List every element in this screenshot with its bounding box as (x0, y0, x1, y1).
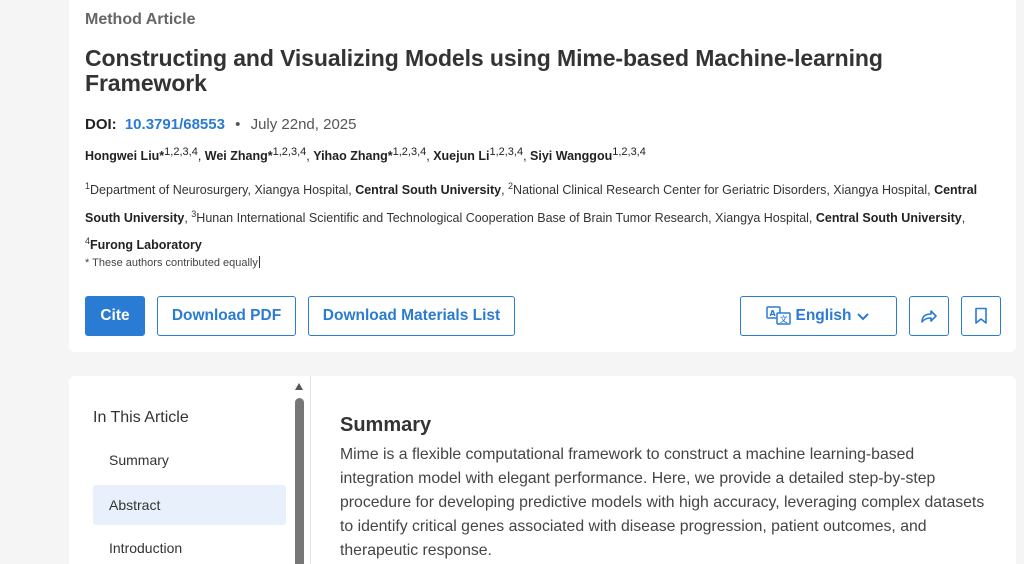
note-text: * These authors contributed equally (85, 257, 258, 269)
article-type: Method Article (85, 11, 196, 28)
doi-row (85, 116, 356, 133)
affil-institution: Central South University (355, 183, 502, 198)
author-affil-sup: 1,2,3,4 (612, 146, 646, 158)
bookmark-icon (974, 307, 988, 325)
summary-heading: Summary (340, 414, 432, 436)
text-caret (259, 256, 260, 268)
author-affil-sup: 1,2,3,4 (489, 146, 524, 158)
download-pdf-button[interactable]: Download PDF (157, 296, 296, 336)
affil-institution: Furong Laboratory (90, 238, 202, 253)
author-affil-sup: 1,2,3,4 (392, 146, 427, 158)
author-name[interactable]: Yihao Zhang* (313, 149, 393, 164)
affil-text: National Clinical Research Center for Geriatric Disorders, Xiangya Hospital, (513, 183, 935, 198)
translate-icon (766, 306, 792, 326)
scrollbar-thumb[interactable] (295, 398, 304, 564)
article-content (340, 414, 990, 563)
author-name[interactable]: Wei Zhang* (204, 149, 273, 164)
cite-button[interactable]: Cite (85, 296, 145, 336)
toc-item-summary[interactable]: Summary (109, 452, 169, 468)
publish-date: July 22nd, 2025 (250, 116, 357, 133)
language-select[interactable] (740, 296, 897, 336)
author-affil-sup: 1,2,3,4 (164, 146, 198, 158)
author-name[interactable]: Hongwei Liu* (85, 149, 165, 164)
article-title: Constructing and Visualizing Models using Mime-based Machine-learning Framework (85, 45, 883, 96)
affil-text: Hunan International Scientific and Technological Cooperation Base of Brain Tumor Research, Xiangya Hospital, (196, 210, 816, 225)
toc-item-abstract[interactable]: Abstract (93, 485, 286, 525)
svg-text:A: A (769, 309, 776, 318)
svg-text:文: 文 (779, 315, 787, 324)
download-materials-button[interactable]: Download Materials List (308, 296, 515, 336)
affiliations: $^1$Department of Neurosurgery, Xiangya Hospital, Central South University, $^2$National Clinical Research Center for Geriatric Disorders, Xiangya Hospital, Central South University, $^3$Hunan International Scientific and Technological Cooperation Base of Brain Tumor Research, Xiangya Hospital, Central South University, $^4$Furong Laboratory (85, 181, 978, 253)
author-name[interactable]: Xuejun Li (433, 149, 490, 164)
table-of-contents (69, 376, 311, 564)
toc-title: In This Article (93, 409, 189, 426)
affil-sup: 3 (191, 208, 197, 219)
equal-contribution-note (85, 256, 260, 269)
affil-institution: Central South University (85, 183, 978, 225)
author-list: Hongwei Liu*$^{1,2,3,4}$, Wei Zhang*$^{1,2,3,4}$, Yihao Zhang*$^{1,2,3,4}$, Xuejun Li$^{1,2,3,4}$, Siyi Wanggou$^{1,2,3,4}$ (85, 146, 646, 164)
summary-text: Mime is a flexible computational framework to construct a machine learning-based integration model with elegant performance. Here, we provide a detailed step-by-step procedure for developing predictive models with high accuracy, leveraging complex datasets to identify critical genes associated with disease progression, patient outcomes, and therapeutic response. (340, 446, 985, 559)
share-icon (920, 308, 938, 324)
article-header-card (69, 0, 1016, 352)
author-name[interactable]: Siyi Wanggou (530, 149, 613, 164)
separator-dot: • (235, 116, 241, 133)
scroll-up-arrow-icon[interactable] (295, 383, 303, 390)
affil-sup: 4 (85, 236, 91, 247)
share-button[interactable] (909, 296, 949, 336)
affil-sup: 2 (508, 181, 514, 191)
affil-text: Department of Neurosurgery, Xiangya Hospital, (90, 183, 356, 198)
affil-sup: 1 (85, 181, 91, 191)
bookmark-button[interactable] (961, 296, 1001, 336)
doi-link[interactable]: 10.3791/68553 (124, 116, 225, 133)
affil-institution: Central South University (815, 210, 962, 225)
doi-label: DOI: (85, 116, 117, 133)
author-affil-sup: 1,2,3,4 (272, 146, 307, 158)
chevron-down-icon (855, 308, 871, 324)
language-label: English (795, 307, 852, 324)
toc-item-introduction[interactable]: Introduction (109, 540, 183, 556)
article-body-card (69, 376, 1016, 564)
